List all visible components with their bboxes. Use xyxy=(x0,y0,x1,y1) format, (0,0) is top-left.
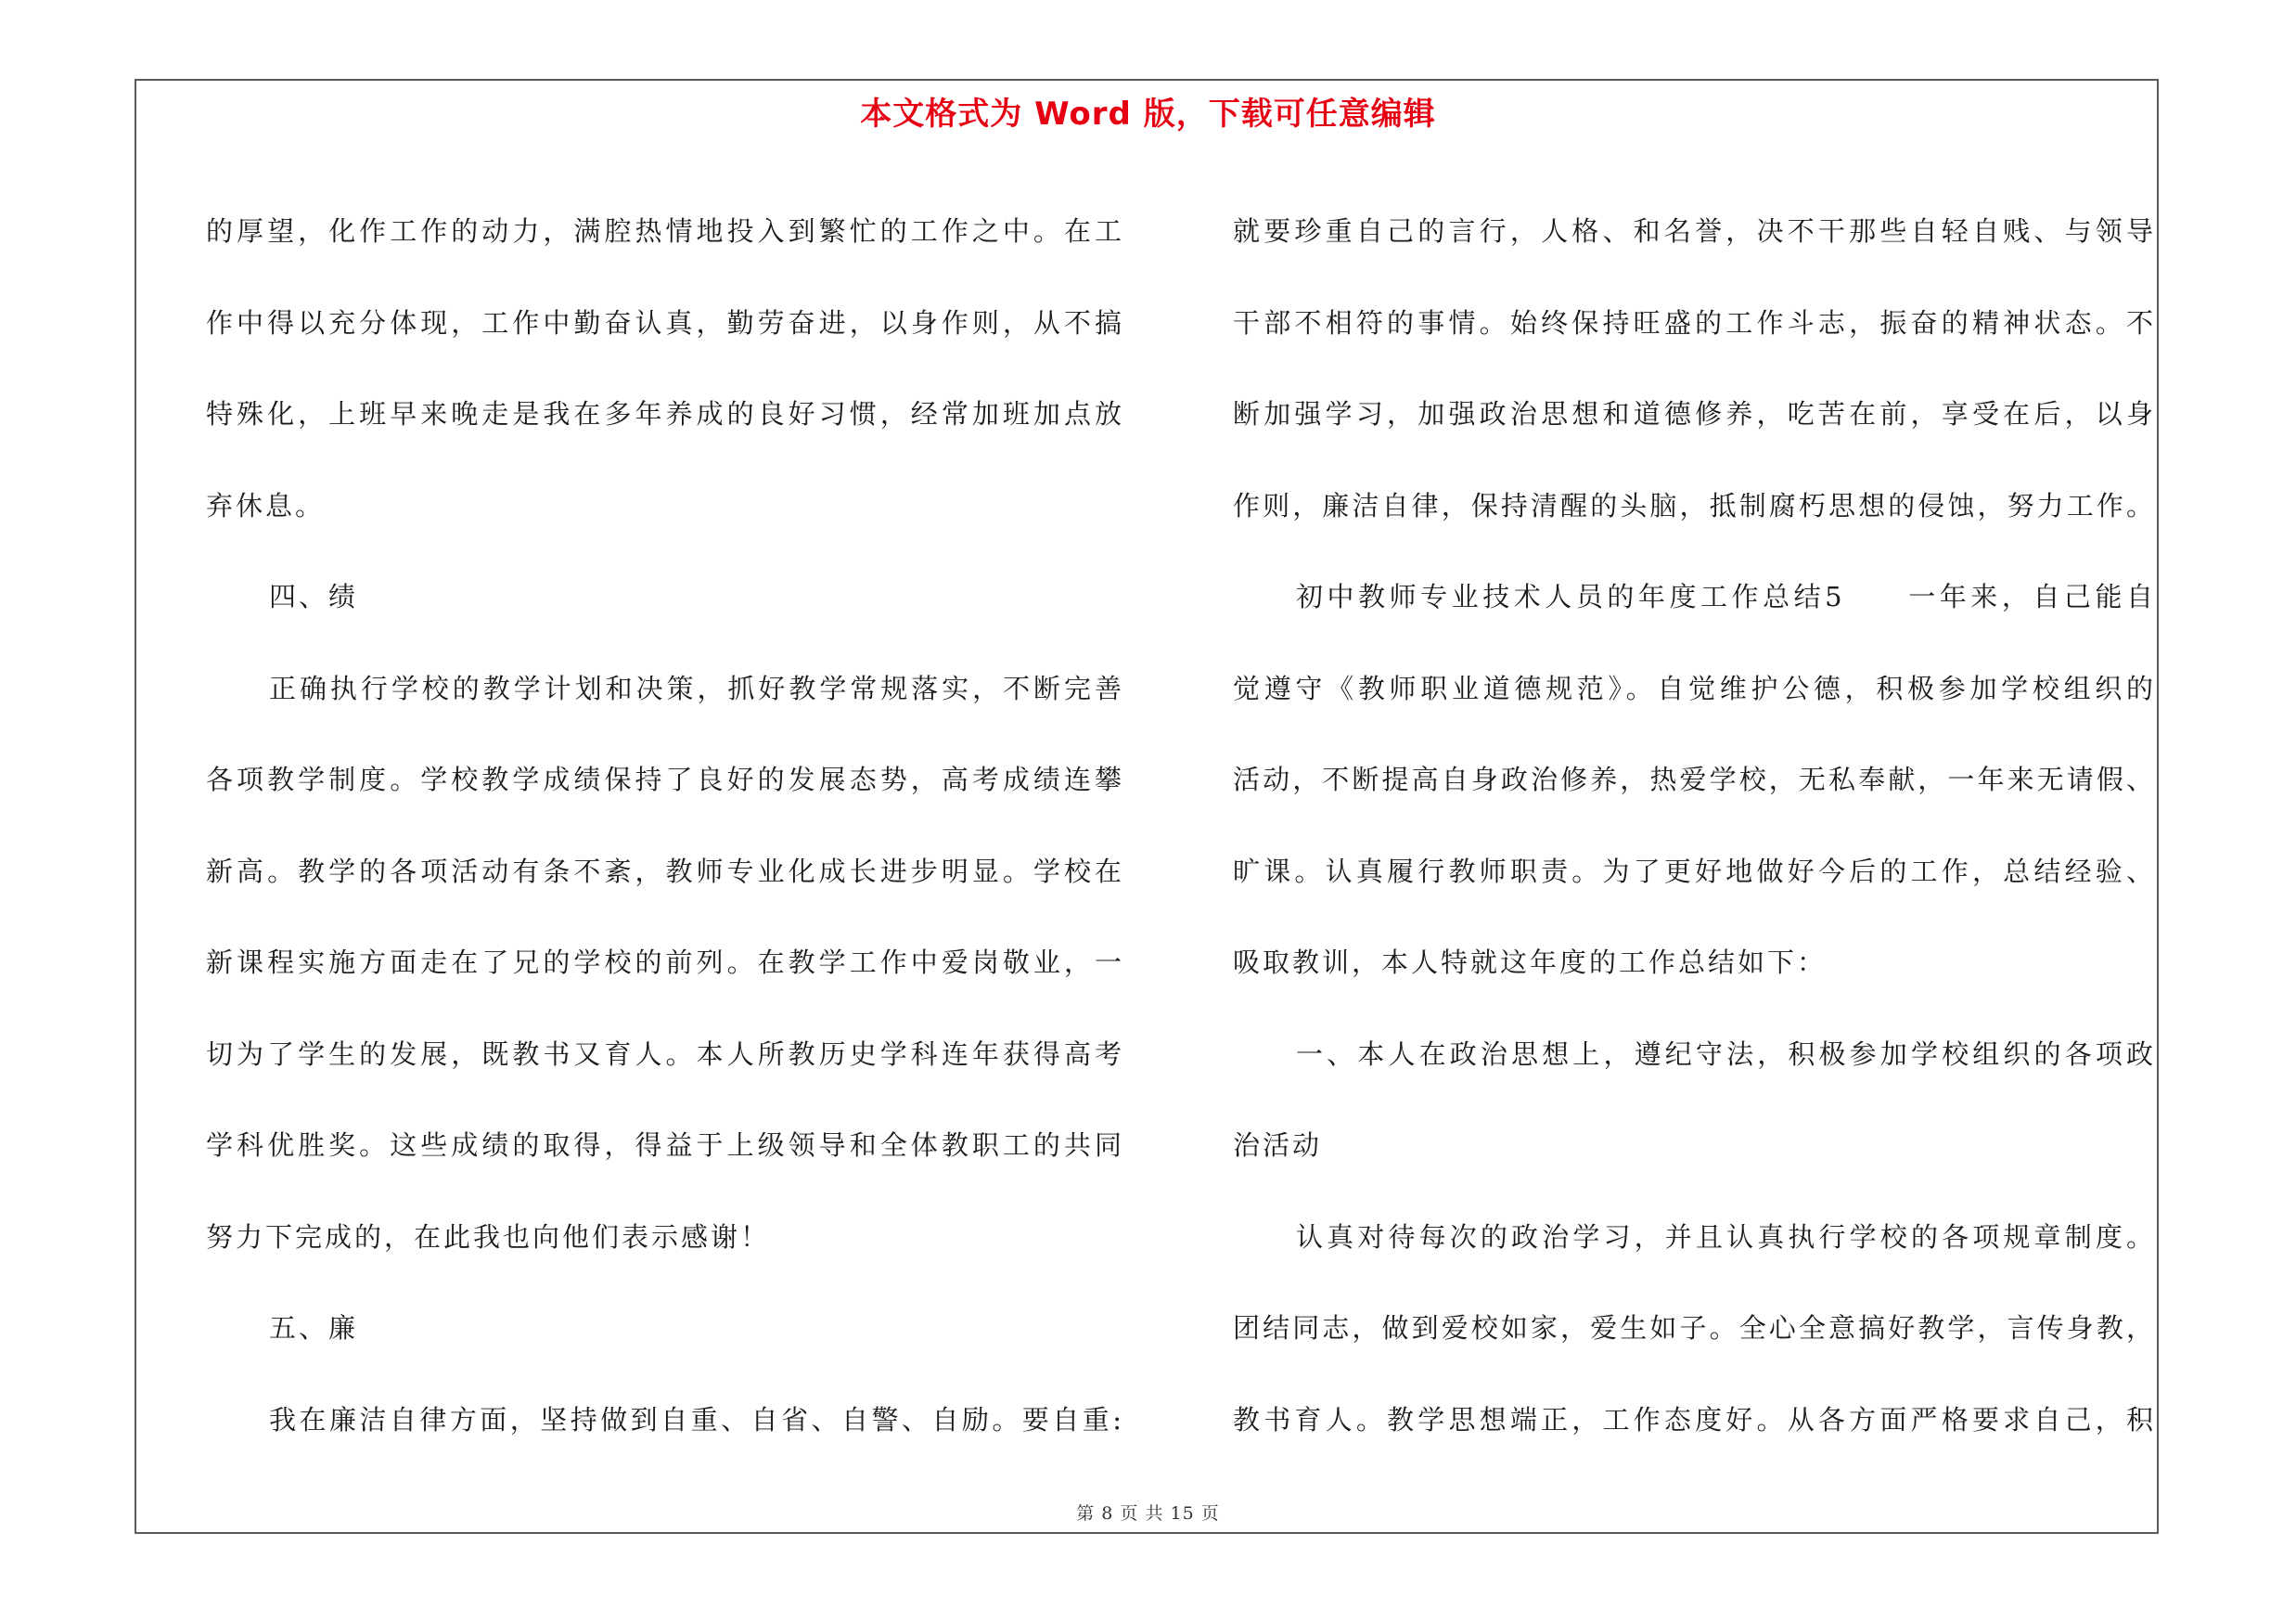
text-line: 旷课。认真履行教师职责。为了更好地做好今后的工作，总结经验、 xyxy=(1233,855,2156,887)
text-line: 断加强学习，加强政治思想和道德修养，吃苦在前，享受在后，以身 xyxy=(1233,398,2156,430)
left-column xyxy=(206,186,1124,1465)
text-line: 新高。教学的各项活动有条不紊，教师专业化成长进步明显。学校在 xyxy=(206,855,1124,887)
text-line: 新课程实施方面走在了兄的学校的前列。在教学工作中爱岗敬业，一 xyxy=(206,947,1124,978)
page-number: 第 8 页 共 15 页 xyxy=(1076,1503,1220,1524)
text-line: 我在廉洁自律方面，坚持做到自重、自省、自警、自励。要自重: xyxy=(269,1403,1124,1436)
text-line: 五、廉 xyxy=(269,1312,359,1344)
text-line: 干部不相符的事情。始终保持旺盛的工作斗志，振奋的精神状态。不 xyxy=(1233,306,2156,339)
text-line: 就要珍重自己的言行，人格、和名誉，决不干那些自轻自贱、与领导 xyxy=(1233,215,2156,247)
text-line: 教书育人。教学思想端正，工作态度好。从各方面严格要求自己，积 xyxy=(1233,1403,2156,1436)
text-line: 团结同志，做到爱校如家，爱生如子。全心全意搞好教学，言传身教， xyxy=(1233,1312,2156,1344)
text-line: 学科优胜奖。这些成绩的取得，得益于上级领导和全体教职工的共同 xyxy=(206,1129,1124,1161)
text-line: 四、绩 xyxy=(269,581,359,612)
right-column xyxy=(1233,186,2156,1465)
text-line: 正确执行学校的教学计划和决策，抓好教学常规落实，不断完善 xyxy=(269,672,1124,704)
text-line: 活动，不断提高自身政治修养，热爱学校，无私奉献，一年来无请假、 xyxy=(1233,764,2156,795)
text-line: 各项教学制度。学校教学成绩保持了良好的发展态势，高考成绩连攀 xyxy=(206,764,1124,795)
text-line: 觉遵守《教师职业道德规范》。自觉维护公德，积极参加学校组织的 xyxy=(1233,672,2156,704)
text-line: 作中得以充分体现，工作中勤奋认真，勤劳奋进，以身作则，从不搞 xyxy=(206,306,1124,339)
text-line: 特殊化，上班早来晚走是我在多年养成的良好习惯，经常加班加点放 xyxy=(206,398,1124,430)
text-line: 初中教师专业技术人员的年度工作总结5 一年来，自己能自 xyxy=(1296,581,2156,612)
text-line: 的厚望，化作工作的动力，满腔热情地投入到繁忙的工作之中。在工 xyxy=(206,215,1124,247)
text-line: 作则，廉洁自律，保持清醒的头脑，抵制腐朽思想的侵蚀，努力工作。 xyxy=(1233,489,2156,522)
text-line: 一、本人在政治思想上，遵纪守法，积极参加学校组织的各项政 xyxy=(1296,1037,2156,1070)
text-line: 认真对待每次的政治学习，并且认真执行学校的各项规章制度。 xyxy=(1296,1220,2156,1253)
text-line: 切为了学生的发展，既教书又育人。本人所教历史学科连年获得高考 xyxy=(206,1037,1124,1070)
text-line: 吸取教训，本人特就这年度的工作总结如下： xyxy=(1233,947,1828,978)
text-line: 弃休息。 xyxy=(206,489,326,522)
text-line: 治活动 xyxy=(1233,1129,1323,1161)
page-banner: 本文格式为 Word 版，下载可任意编辑 xyxy=(860,96,1436,133)
text-line: 努力下完成的，在此我也向他们表示感谢！ xyxy=(206,1220,771,1253)
